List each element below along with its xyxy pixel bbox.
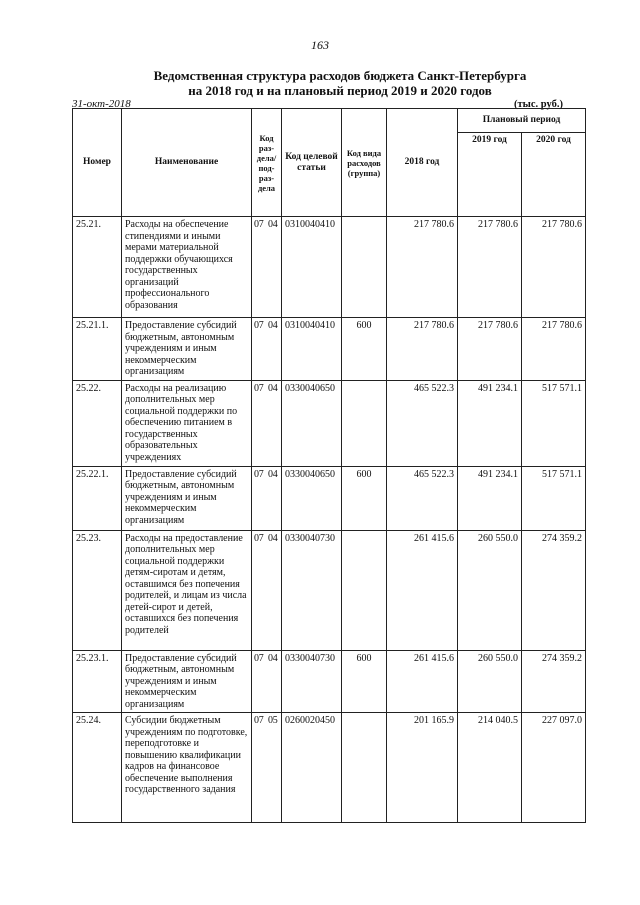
row-2020: 517 571.1: [522, 466, 586, 530]
header-target-code: Код целевой статьи: [282, 109, 342, 217]
row-expense-type: [342, 380, 387, 466]
row-expense-type: 600: [342, 318, 387, 381]
row-section-code: [252, 713, 282, 823]
header-planned-period: Плановый период: [458, 109, 586, 133]
table-row: [73, 217, 586, 318]
document-title: [60, 68, 620, 98]
title-line-1: Ведомственная структура расходов бюджета Санкт-Петербурга: [153, 68, 527, 83]
row-number: 25.23.1.: [73, 650, 122, 713]
row-2018: 465 522.3: [387, 380, 458, 466]
row-section-code: [252, 318, 282, 381]
subsection-code: 04: [268, 320, 278, 331]
header-2020: 2020 год: [522, 133, 586, 217]
section-code: 07: [254, 652, 264, 664]
table-row: [73, 530, 586, 650]
subsection-code: 05: [268, 715, 278, 726]
row-target-code: 0330040730: [282, 530, 342, 650]
page-number: 163: [311, 38, 329, 52]
row-number: 25.21.: [73, 217, 122, 318]
row-2018: 261 415.6: [387, 650, 458, 713]
table-row: [73, 650, 586, 713]
row-2018: 217 780.6: [387, 318, 458, 381]
header-section-code: Код раз-дела/ под-раз-дела: [252, 109, 282, 217]
row-expense-type: [342, 713, 387, 823]
row-2018: 465 522.3: [387, 466, 458, 530]
row-target-code: 0330040730: [282, 650, 342, 713]
subsection-code: 04: [268, 468, 278, 480]
row-2020: 274 359.2: [522, 650, 586, 713]
row-name: Расходы на реализацию дополнительных мер социальной поддержки по обеспечению питанием в государственных образовательных учреждениях: [122, 380, 252, 466]
row-name: Предоставление субсидий бюджетным, автономным учреждениям и иным некоммерческим организациям: [122, 466, 252, 530]
row-number: 25.21.1.: [73, 318, 122, 381]
row-target-code: 0330040650: [282, 466, 342, 530]
row-2019: 217 780.6: [458, 217, 522, 318]
section-code: 07: [254, 532, 264, 544]
row-expense-type: [342, 217, 387, 318]
row-expense-type: [342, 530, 387, 650]
row-section-code: [252, 466, 282, 530]
row-name: Субсидии бюджетным учреждениям по подготовке, переподготовке и повышению квалификации кадров на финансовое обеспечение выполнения государственного задания: [122, 713, 252, 823]
row-2019: 491 234.1: [458, 380, 522, 466]
table-row: [73, 713, 586, 823]
row-name: Расходы на предоставление дополнительных мер социальной поддержки детям-сиротам и детям, оставшимся без попечения родителей, и лицам из числа детей-сирот и детей, оставшихся без попечения родителей: [122, 530, 252, 650]
header-number: Номер: [73, 109, 122, 217]
document-date: 31-окт-2018: [72, 98, 131, 110]
row-name: Расходы на обеспечение стипендиями и иными мерами материальной поддержки обучающихся государственных организаций профессионального образования: [122, 217, 252, 318]
section-code: 07: [254, 320, 264, 331]
row-number: 25.24.: [73, 713, 122, 823]
table-row: [73, 318, 586, 381]
row-2019: 214 040.5: [458, 713, 522, 823]
header-2019: 2019 год: [458, 133, 522, 217]
header-2018: 2018 год: [387, 109, 458, 217]
row-2020: 217 780.6: [522, 217, 586, 318]
row-section-code: [252, 380, 282, 466]
section-code: 07: [254, 715, 264, 726]
row-target-code: 0330040650: [282, 380, 342, 466]
row-2020: 227 097.0: [522, 713, 586, 823]
row-2020: 274 359.2: [522, 530, 586, 650]
section-code: 07: [254, 468, 264, 480]
row-target-code: 0310040410: [282, 318, 342, 381]
subsection-code: 04: [268, 652, 278, 664]
row-section-code: [252, 650, 282, 713]
row-name: Предоставление субсидий бюджетным, автономным учреждениям и иным некоммерческим организациям: [122, 650, 252, 713]
table-row: [73, 466, 586, 530]
row-2018: 261 415.6: [387, 530, 458, 650]
header-name: Наименование: [122, 109, 252, 217]
table-row: [73, 380, 586, 466]
header-expense-type-code: Код вида расходов (группа): [342, 109, 387, 217]
row-2018: 201 165.9: [387, 713, 458, 823]
row-number: 25.22.1.: [73, 466, 122, 530]
row-2019: 217 780.6: [458, 318, 522, 381]
row-target-code: 0260020450: [282, 713, 342, 823]
row-2018: 217 780.6: [387, 217, 458, 318]
row-2019: 260 550.0: [458, 650, 522, 713]
row-expense-type: 600: [342, 650, 387, 713]
budget-table: [72, 108, 586, 823]
row-section-code: [252, 530, 282, 650]
subsection-code: 04: [268, 532, 278, 544]
row-2020: 517 571.1: [522, 380, 586, 466]
subsection-code: 04: [268, 219, 278, 230]
units-label: (тыс. руб.): [514, 99, 563, 110]
row-2020: 217 780.6: [522, 318, 586, 381]
title-line-2: на 2018 год и на плановый период 2019 и 2020 годов: [188, 83, 492, 98]
row-number: 25.22.: [73, 380, 122, 466]
section-code: 07: [254, 219, 264, 230]
row-section-code: [252, 217, 282, 318]
row-target-code: 0310040410: [282, 217, 342, 318]
row-2019: 260 550.0: [458, 530, 522, 650]
row-number: 25.23.: [73, 530, 122, 650]
section-code: 07: [254, 382, 264, 394]
row-2019: 491 234.1: [458, 466, 522, 530]
row-expense-type: 600: [342, 466, 387, 530]
row-name: Предоставление субсидий бюджетным, автономным учреждениям и иным некоммерческим организациям: [122, 318, 252, 381]
subsection-code: 04: [268, 382, 278, 394]
